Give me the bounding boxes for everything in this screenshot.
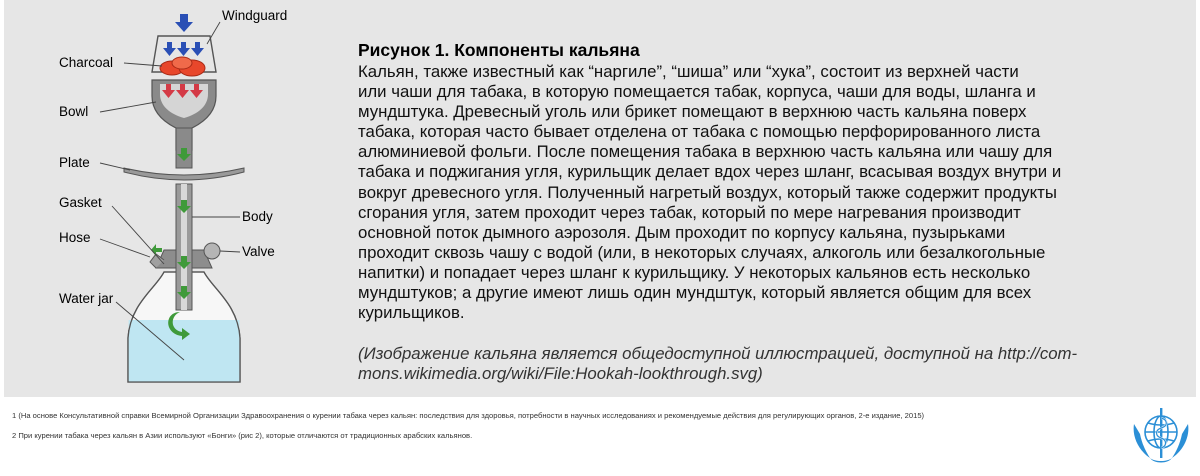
figure-title: Рисунок 1. Компоненты кальяна (358, 40, 640, 60)
description-line: Кальян, также известный как “наргиле”, “шиша” или “хука”, состоит из верхней части (358, 62, 1019, 81)
label-valve: Valve (242, 244, 275, 259)
label-water-jar: Water jar (59, 291, 114, 306)
figure-description (358, 62, 1158, 323)
leader-bowl (100, 102, 156, 112)
description-line: алюминиевой фольги. После помещения табака в верхнюю часть кальяна или чашу для (358, 142, 1053, 162)
description-line: табака и поджигания угля, курильщик делает вдох через шланг, всасывая воздух внутри и (358, 162, 1062, 182)
plate-shape (124, 168, 244, 180)
arrow-blue-top (175, 14, 193, 32)
image-credit (358, 344, 1158, 384)
charcoal-mid (172, 57, 192, 69)
label-body: Body (242, 209, 273, 224)
leader-valve (220, 251, 240, 252)
footnote-2: 2 При курении табака через кальян в Азии используют «Бонги» (рис 2), которые отличаются от традиционных арабских кальянов. (12, 431, 473, 440)
description-line: вокруг древесного угля. Полученный нагретый воздух, который также содержит продукты (358, 182, 1057, 202)
description-line: основной поток дымного аэрозоля. Дым проходит по корпусу кальяна, пузырьками (358, 222, 1006, 242)
description-line: напитки) и попадает через шланг к курильщику. У некоторых кальянов есть несколько (358, 262, 1031, 282)
leader-gasket (112, 206, 164, 264)
water-shape (129, 320, 240, 382)
description-line: или чаши для табака, в которую помещается табак, корпуса, чаши для воды, шланга и (358, 82, 1036, 102)
description-line: курильщиков. (358, 303, 465, 323)
arrow-blue-3 (191, 42, 204, 56)
valve-shape (204, 243, 220, 259)
description-line: сгорания угля, затем проходит через табак, который по мере нагревания производит (358, 202, 1021, 222)
figure-panel (4, 0, 1196, 397)
label-plate: Plate (59, 155, 90, 170)
label-charcoal: Charcoal (59, 55, 114, 70)
label-hose: Hose (59, 230, 91, 245)
credit-line: (Изображение кальяна является общедоступной иллюстрацией, доступной на http://com- (358, 344, 1078, 363)
arrow-blue-2 (177, 42, 190, 56)
leader-charcoal (124, 63, 162, 66)
description-line: табака, которая часто бывает отделена от табака с помощью перфорированного листа (358, 122, 1041, 142)
leader-plate (100, 163, 130, 170)
label-gasket: Gasket (59, 195, 102, 210)
leader-windguard (207, 22, 220, 44)
footnote-1: 1 (На основе Консультативной справки Всемирной Организации Здравоохранения о курении табака через кальян: последствия для здоровья, потребности в научных исследованиях и рекомендуемые действия для регулирующих органов, 2-е издание, 2015) (12, 411, 925, 420)
description-line: мундштука. Древесный уголь или брикет помещают в верхнюю часть кальяна поверх (358, 102, 1027, 122)
arrow-blue-1 (163, 42, 176, 56)
label-bowl: Bowl (59, 104, 89, 119)
label-windguard: Windguard (222, 8, 288, 23)
who-emblem-icon (1128, 402, 1194, 468)
credit-line: mons.wikimedia.org/wiki/File:Hookah-lookthrough.svg) (358, 364, 763, 384)
description-line: мундштуков; а другие имеют лишь один мундштук, который является общим для всех (358, 283, 1032, 303)
description-line: проходит сквозь чашу с водой (или, в некоторых случаях, алкоголь или безалкогольные (358, 242, 1046, 262)
leader-hose (100, 239, 150, 257)
hookah-diagram (4, 0, 344, 397)
